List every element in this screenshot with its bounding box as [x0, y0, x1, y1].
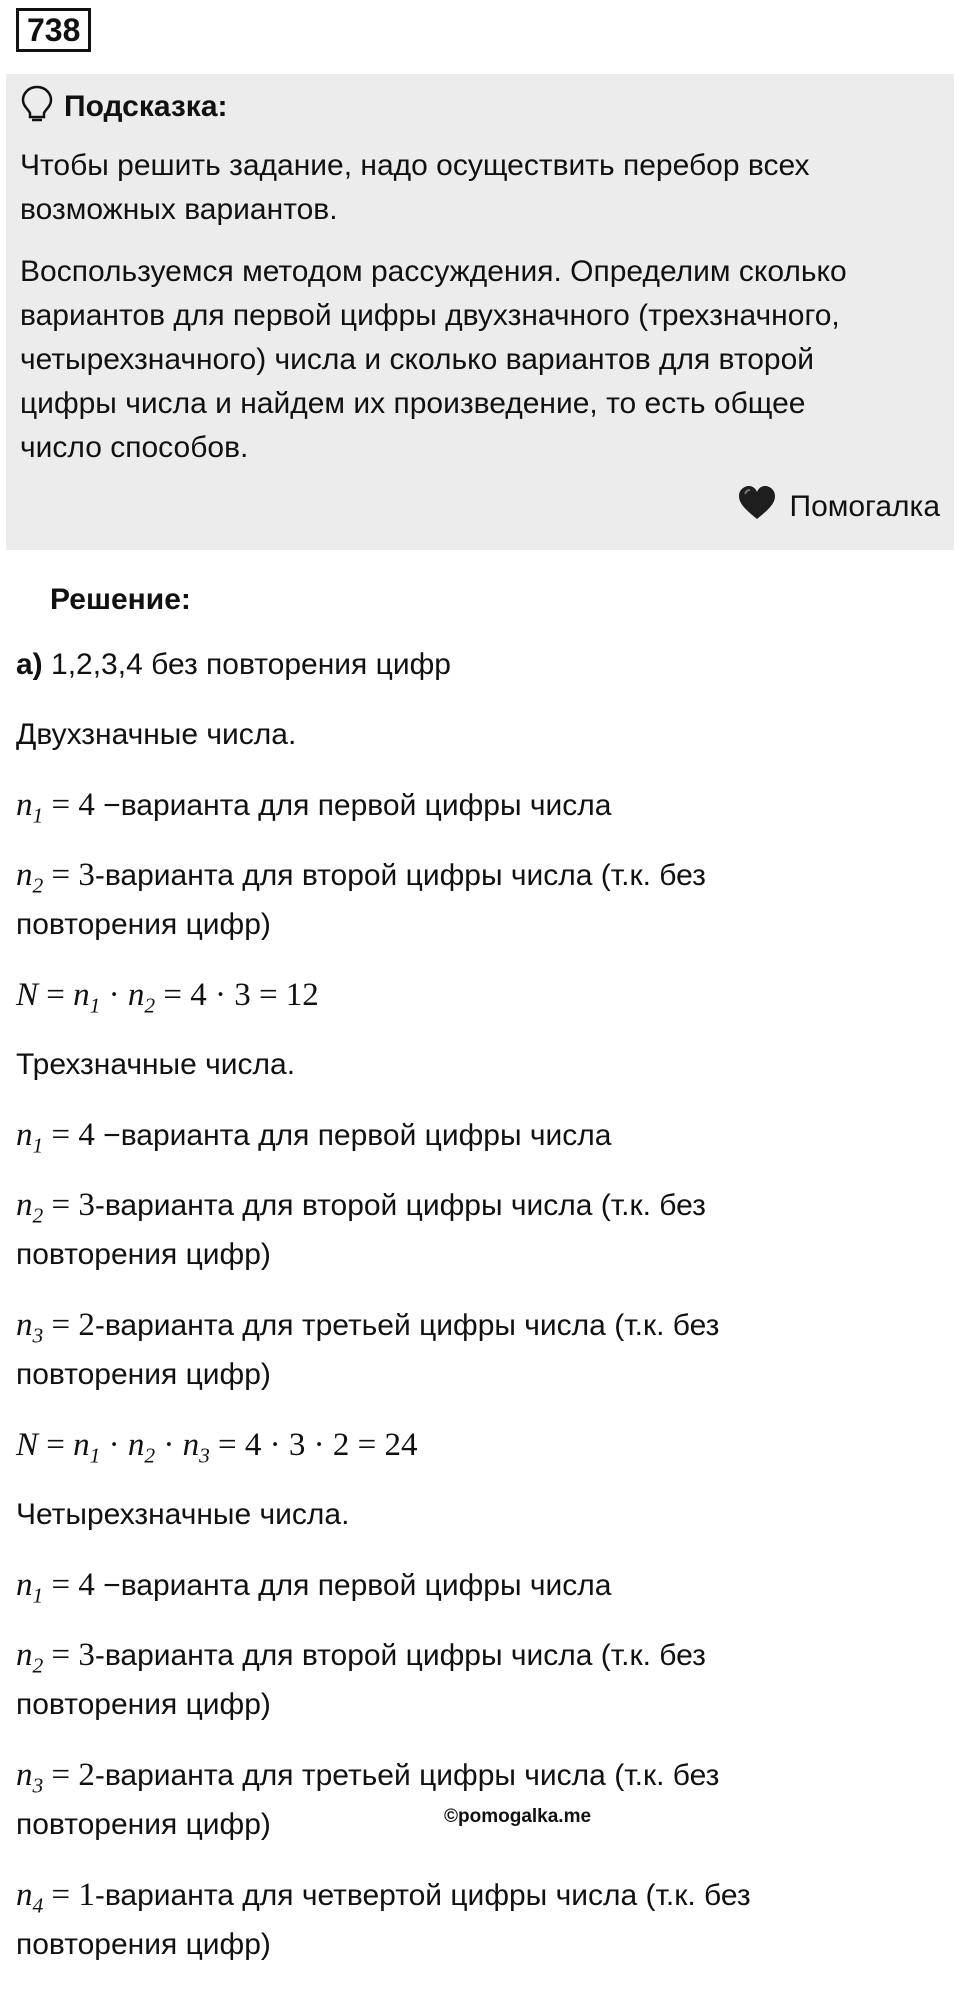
- n3-text: -варианта для третьей цифры числа (т.к. без: [94, 1309, 720, 1342]
- n2-value: 3: [78, 857, 95, 893]
- brand-name: Помогалка: [789, 490, 940, 523]
- hint-header: [20, 84, 228, 129]
- hint-paragraph-2: [20, 250, 930, 470]
- product-result: 4 · 3 = 12: [190, 977, 319, 1013]
- hint-line: возможных вариантов.: [20, 193, 338, 226]
- two-digit-heading: Двухзначные числа.: [16, 718, 297, 751]
- hint-line: четырехзначного) числа и сколько вариантов для второй: [20, 343, 815, 376]
- n1-text: −варианта для первой цифры числа: [94, 1569, 612, 1602]
- part-a-label: а): [16, 648, 43, 681]
- solution-title: Решение:: [50, 583, 191, 616]
- hint-paragraph-1: [20, 144, 930, 232]
- n1-text: −варианта для первой цифры числа: [94, 789, 612, 822]
- n4-text: -варианта для четвертой цифры числа (т.к. без: [94, 1879, 751, 1912]
- three-digit-n3: $n_3$ = 2-варианта для третьей цифры числа (т.к. без: [16, 1307, 720, 1348]
- continuation-text: повторения цифр): [16, 1808, 271, 1841]
- two-digit-n1: $n_1 = 4$ −варианта для первой цифры числа: [16, 787, 612, 828]
- four-digit-n4: $n_4$ = 1-варианта для четвертой цифры числа (т.к. без: [16, 1877, 751, 1918]
- n4-value: 1: [78, 1877, 95, 1913]
- n2-value: 3: [78, 1637, 95, 1673]
- two-digit-product: $N = n_1 \cdot n_2 = 4 \cdot 3 = 12$: [16, 977, 319, 1018]
- n2-text: -варианта для второй цифры числа (т.к. без: [94, 1189, 706, 1222]
- task-number: 738: [16, 8, 91, 52]
- n2-text: -варианта для второй цифры числа (т.к. без: [94, 859, 706, 892]
- n3-value: 2: [78, 1307, 95, 1343]
- n2-text: -варианта для второй цифры числа (т.к. без: [94, 1639, 706, 1672]
- continuation-text: повторения цифр): [16, 1358, 271, 1391]
- hint-line: цифры числа и найдем их произведение, то есть общее: [20, 387, 806, 420]
- three-digit-heading: Трехзначные числа.: [16, 1048, 296, 1081]
- hint-line: вариантов для первой цифры двухзначного (трехзначного,: [20, 299, 840, 332]
- part-a: [16, 640, 451, 690]
- heart-icon: [736, 484, 790, 530]
- three-digit-n2: $n_2$ = 3-варианта для второй цифры числа (т.к. без: [16, 1187, 706, 1228]
- n1-value: 4: [78, 1117, 95, 1153]
- n1-text: −варианта для первой цифры числа: [94, 1119, 612, 1152]
- continuation-text: повторения цифр): [16, 1928, 271, 1961]
- continuation-text: повторения цифр): [16, 1238, 271, 1271]
- n3-value: 2: [78, 1757, 95, 1793]
- hint-line: Воспользуемся методом рассуждения. Определим сколько: [20, 255, 847, 288]
- n1-value: 4: [78, 1567, 95, 1603]
- lightbulb-icon: [20, 84, 54, 129]
- three-digit-n1: $n_1 = 4$ −варианта для первой цифры числа: [16, 1117, 612, 1158]
- four-digit-n3: $n_3$ = 2-варианта для третьей цифры числа (т.к. без: [16, 1757, 720, 1798]
- four-digit-n2: $n_2$ = 3-варианта для второй цифры числа (т.к. без: [16, 1637, 706, 1678]
- watermark: ©pomogalka.me: [444, 1806, 592, 1827]
- four-digit-n1: $n_1 = 4$ −варианта для первой цифры числа: [16, 1567, 612, 1608]
- hint-line: Чтобы решить задание, надо осуществить перебор всех: [20, 149, 810, 182]
- three-digit-product: $N = n_1 \cdot n_2 \cdot n_3 = 4 \cdot 3 \cdot 2 = 24$: [16, 1427, 418, 1468]
- two-digit-n2: $n_2$ = 3-варианта для второй цифры числа (т.к. без: [16, 857, 706, 898]
- four-digit-heading: Четырехзначные числа.: [16, 1498, 350, 1531]
- hint-line: число способов.: [20, 431, 249, 464]
- brand: [736, 484, 941, 530]
- hint-box: [6, 74, 954, 550]
- continuation-text: повторения цифр): [16, 908, 271, 941]
- product-result: 4 · 3 · 2 = 24: [244, 1427, 418, 1463]
- hint-title: Подсказка:: [64, 89, 228, 123]
- n3-text: -варианта для третьей цифры числа (т.к. без: [94, 1759, 720, 1792]
- n2-value: 3: [78, 1187, 95, 1223]
- continuation-text: повторения цифр): [16, 1688, 271, 1721]
- part-a-text: 1,2,3,4 без повторения цифр: [42, 648, 451, 681]
- n1-value: 4: [78, 787, 95, 823]
